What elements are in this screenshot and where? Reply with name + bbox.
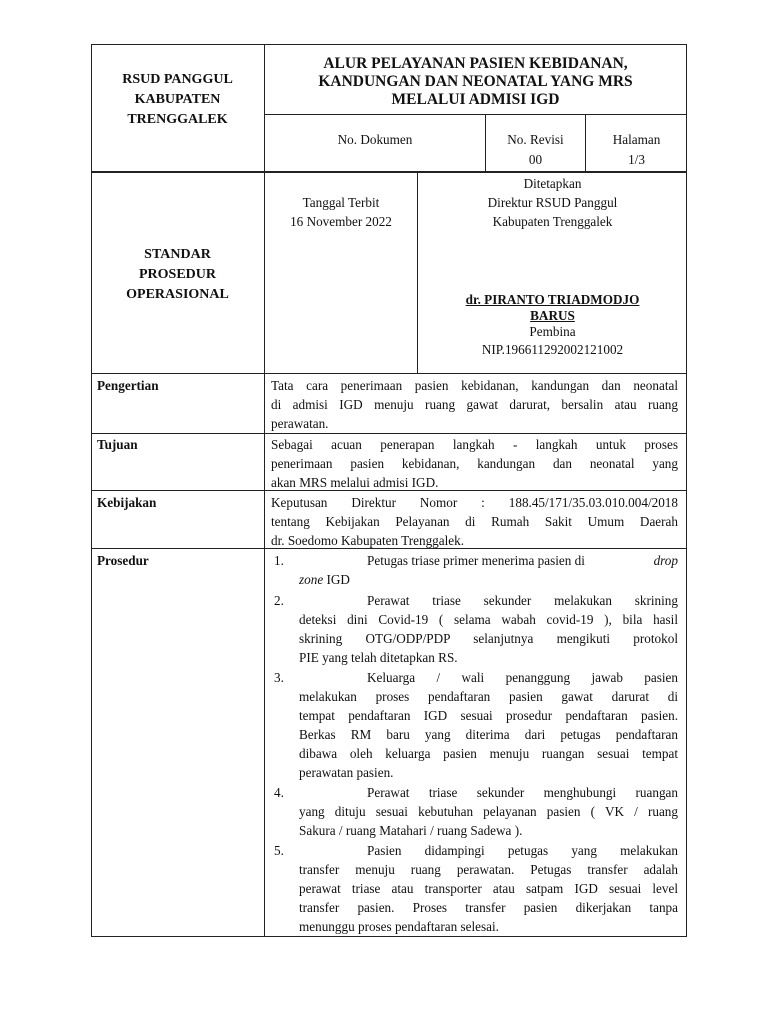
pengertian-label: Pengertian xyxy=(97,378,159,393)
tanggal-terbit-value: 16 November 2022 xyxy=(290,214,392,229)
no-dokumen-label: No. Dokumen xyxy=(337,132,413,147)
prosedur-label: Prosedur xyxy=(97,553,149,568)
tujuan-label: Tujuan xyxy=(97,437,138,452)
sop-document-page: RSUD PANGGUL KABUPATEN TRENGGALEK ALUR PELAYANAN PASIEN KEBIDANAN, KANDUNGAN DAN NEONATAL YANG MRS MELALUI ADMISI IGD No. Dokumen No. Revisi 00 Halaman 1/3 STANDAR PROSEDUR OPERASIONAL Tanggal Terbit 16 November 2022 Ditetapkan Direktur RSUD Panggul Kabupaten Trenggalek dr. PIRANTO TRIADMODJO BARUS Pembina NIP.196611292002121002 Pengertian Tata cara penerimaan pasien kebidanan, kandungan dan neonatal di admisi IGD menuju ruang gawat darurat, bersalin atau ruang perawatan. Tujuan Sebagai acuan penerapan langkah - langkah untuk proses penerimaan pasien kebidanan, kandungan dan neonatal yang akan MRS melalui admisi IGD. Kebijakan Keputusan Direktur Nomor : 188.45/171/35.03.010.004/2018 tentang Kebijakan Pelayanan di Rumah Sakit Umum Daerah dr. Soedomo Kabupaten Trenggalek. Prosedur 1. Petugas triase primer menerima pasien di drop zone IGD 2. Perawat triase sekunder melakukan skrining deteksi dini Covid-19 ( selama wabah covid-19 ), bila hasil skrining OTG/ODP/PDP selanjutnya mengikuti protokol PIE yang telah ditetapkan RS. 3. Keluarga / wali penanggung jawab pasien melakukan proses pendaftaran pasien gawat darurat di tempat pendaftaran IGD sesuai prosedur pendaftaran pasien. Berkas RM baru yang diterima dari petugas pendaftaran dibawa oleh keluarga pasien menuju ruangan sesuai tempat perawatan pasien. 4. Perawat triase sekunder menghubungi ruangan yang dituju sesuai kebutuhan pelayanan pasien ( VK / ruang Sakura / ruang Matahari / ruang Sadewa ). 5. Pasien didampingi petugas yang melakukan transfer menuju ruang perawatan. Petugas transfer adalah perawat triase atau transporter atau satpam IGD sesuai level transfer pasien. Proses transfer pasien dikerjakan tanpa menunggu proses pendaftaran selesai. xyxy=(0,0,768,1024)
no-revisi-value: 00 xyxy=(528,152,543,167)
halaman-label: Halaman xyxy=(612,132,661,147)
signer-rank: Pembina xyxy=(529,324,576,339)
signer-nip: NIP.196611292002121002 xyxy=(481,342,624,357)
tanggal-terbit-label: Tanggal Terbit xyxy=(302,195,380,210)
halaman-value: 1/3 xyxy=(628,152,645,167)
kebijakan-label: Kebijakan xyxy=(97,495,157,510)
no-revisi-label: No. Revisi xyxy=(507,132,564,147)
